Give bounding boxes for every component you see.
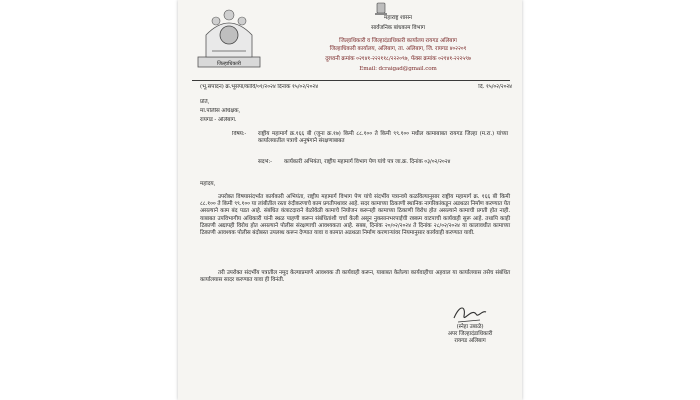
header-email: Email: dcraigad@gmail.com <box>359 66 437 72</box>
header-office: जिल्हाधिकारी व जिल्हादंडाधिकारी कार्यालय रायगड अलिबाग <box>339 38 457 44</box>
references-label: संदर्भ:- <box>258 159 272 165</box>
recipient-place: रायगड - अलिबाग. <box>200 117 237 123</box>
signatory-place: रायगड अलिबाग <box>454 338 486 345</box>
header-phone: दूरध्वनी क्रमांक ०२१४१-२२२११८/२२२०९७, फॅक्स क्रमांक ०२१४१-२२२५९७ <box>325 56 471 62</box>
subject-label: विषय:- <box>232 131 247 137</box>
signatory-name: (स्नेहा उबाळे) <box>456 324 484 330</box>
header-state: महाराष्ट्र शासन <box>384 15 412 21</box>
recipient-salutation: प्रति, <box>200 99 210 105</box>
header-address: जिल्हाधिकारी कार्यालय, अलिबाग, ता. अलिबाग, जि. रायगड ४०२२०१ <box>329 46 467 52</box>
office-logo-icon <box>192 5 266 71</box>
letter-page <box>178 0 522 400</box>
greeting: महोदय, <box>200 181 216 187</box>
logo-text: जिल्हाधिकारी <box>217 61 241 67</box>
state-emblem-icon <box>368 2 394 16</box>
signature-icon <box>450 300 490 326</box>
references-text: कार्यकारी अभियंता, राष्ट्रीय महामार्ग विभाग पेण यांचे पत्र जा.क्र. दिनांक ०३/०२/२०२४ <box>284 159 451 165</box>
signatory-designation: अपर जिल्हादंडाधिकारी <box>447 331 493 338</box>
header-divider <box>192 80 510 81</box>
body-paragraph-2: तरी उपरोक्त संदर्भीय पत्रातील नमूद केल्याप्रमाणे आवश्यक ती कार्यवाही करून, याबाबत केलेल्या कार्यवाहीचा अहवाल या कार्यालयास तसेच संबंधित कार्यालयास सादर करण्यात यावा ही विनंती. <box>200 270 510 284</box>
header-department: सार्वजनिक बांधकाम विभाग <box>371 25 425 31</box>
reference-date: दि. १५/०२/२०२४ <box>478 84 512 90</box>
subject-text: राष्ट्रीय महामार्ग क्र.१६६ बी (जुना क्र.१७) किमी ८८.१०० ते किमी ९९.१०० मधील कामाबाबत रायगड जिल्हा (म.रा.) यांच्या कार्यालयातील पत्राचे अनुषंगाने संरक्षणाबाबत <box>258 131 508 145</box>
reference-number: (भू.संपादन) क्र.भूसंपा/कावि/०१/२०२४ दिनांक १५/०२/२०२४ <box>200 84 319 90</box>
signature-block <box>430 324 510 346</box>
recipient-title: मा.पोलीस अधिक्षक, <box>200 108 241 114</box>
body-paragraph-1: उपरोक्त विषयासंदर्भात कार्यकारी अभियंता, राष्ट्रीय महामार्ग विभाग पेण यांचे संदर्भीय पत्रान्वये कळविल्यानुसार राष्ट्रीय महामार्ग क्र. १६६ बी किमी ८८.१०० ते किमी ९९.१०० या लांबीतील रस्ता रुंदीकरणाचे काम प्रगतीपथावर आहे. सदर कामाच्या ठिकाणी स्थानिक नागरिकांकडून अडथळा निर्माण करण्यात येत असल्याने काम बंद पडत आहे. संबंधित कंत्राटदाराने वेळोवेळी कामाचे नियोजन करूनही कामाच्या ठिकाणी विरोध होत असल्याने कामाची प्रगती होत नाही. याबाबत उपविभागीय अधिकारी यांनी स्थळ पाहणी करून संबंधितांशी चर्चा केली असून नुकसानभरपाईची रक्कम वाटपाची कार्यवाही सुरू आहे. तथापि काही ठिकाणी अद्यापही विरोध होत असल्याने पोलीस संरक्षणाची आवश्यकता आहे. सबब, दिनांक २०/०२/२०२४ ते दिनांक २८/०२/२०२४ या कालावधीत कामाच्या ठिकाणी आवश्यक पोलीस बंदोबस्त उपलब्ध करून देण्यात यावा व कामात अडथळा निर्माण करणाऱ्यांवर नियमानुसार कार्यवाही करण्यात यावी. <box>200 194 510 237</box>
